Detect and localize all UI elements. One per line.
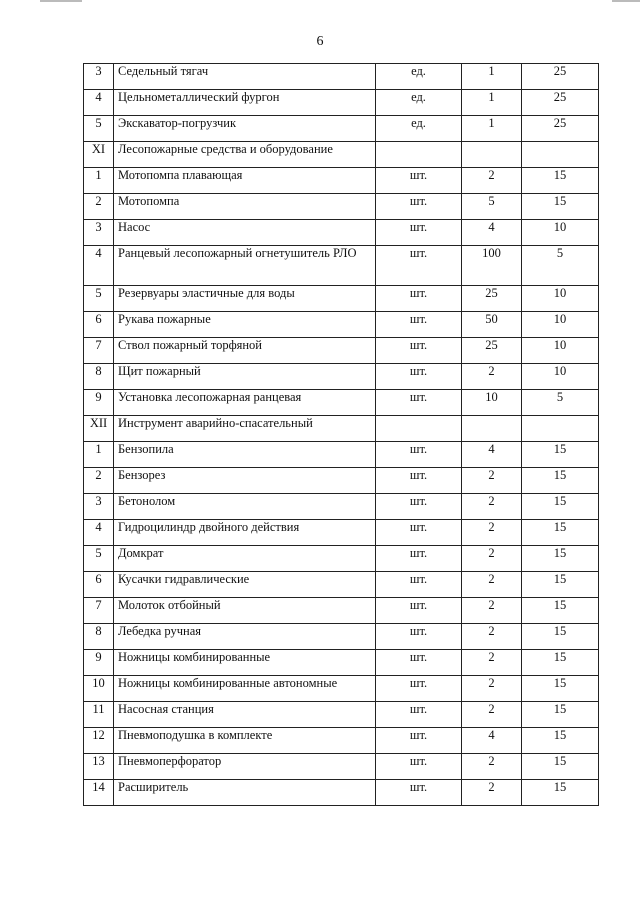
service-life-cell: 10 — [522, 364, 599, 390]
row-number-cell: 5 — [84, 546, 114, 572]
row-number-cell: 3 — [84, 64, 114, 90]
quantity-cell: 4 — [462, 728, 522, 754]
service-life-cell: 25 — [522, 116, 599, 142]
service-life-cell: 10 — [522, 286, 599, 312]
service-life-cell: 10 — [522, 220, 599, 246]
row-number-cell: 8 — [84, 364, 114, 390]
row-number-cell: 10 — [84, 676, 114, 702]
table-row — [84, 520, 599, 546]
item-name-cell: Инструмент аварийно-спасательный — [114, 416, 376, 442]
service-life-cell: 15 — [522, 676, 599, 702]
table-row — [84, 728, 599, 754]
quantity-cell: 4 — [462, 220, 522, 246]
unit-cell: шт. — [376, 546, 462, 572]
table-row — [84, 390, 599, 416]
row-number-cell: 5 — [84, 286, 114, 312]
row-number-cell: 2 — [84, 194, 114, 220]
service-life-cell: 25 — [522, 90, 599, 116]
service-life-cell — [522, 416, 599, 442]
row-number-cell: 4 — [84, 90, 114, 116]
unit-cell: шт. — [376, 572, 462, 598]
quantity-cell: 2 — [462, 494, 522, 520]
table-row — [84, 624, 599, 650]
quantity-cell: 2 — [462, 780, 522, 806]
service-life-cell: 15 — [522, 754, 599, 780]
row-number-cell: 2 — [84, 468, 114, 494]
service-life-cell: 5 — [522, 390, 599, 416]
table-row — [84, 246, 599, 286]
equipment-table — [83, 63, 599, 806]
row-number-cell: 7 — [84, 338, 114, 364]
unit-cell: ед. — [376, 116, 462, 142]
quantity-cell: 1 — [462, 90, 522, 116]
quantity-cell: 2 — [462, 546, 522, 572]
service-life-cell: 15 — [522, 520, 599, 546]
quantity-cell: 2 — [462, 676, 522, 702]
unit-cell: шт. — [376, 246, 462, 286]
item-name-cell: Ранцевый лесопожарный огнетушитель РЛО — [114, 246, 376, 286]
item-name-cell: Бетонолом — [114, 494, 376, 520]
service-life-cell: 15 — [522, 442, 599, 468]
item-name-cell: Седельный тягач — [114, 64, 376, 90]
quantity-cell: 2 — [462, 624, 522, 650]
quantity-cell — [462, 416, 522, 442]
unit-cell: шт. — [376, 468, 462, 494]
service-life-cell: 15 — [522, 650, 599, 676]
service-life-cell: 15 — [522, 728, 599, 754]
unit-cell: шт. — [376, 598, 462, 624]
table-row — [84, 468, 599, 494]
item-name-cell: Мотопомпа — [114, 194, 376, 220]
service-life-cell: 15 — [522, 702, 599, 728]
unit-cell — [376, 416, 462, 442]
table-row — [84, 220, 599, 246]
item-name-cell: Экскаватор-погрузчик — [114, 116, 376, 142]
item-name-cell: Рукава пожарные — [114, 312, 376, 338]
table-row — [84, 572, 599, 598]
page-number: 6 — [316, 34, 324, 49]
unit-cell: шт. — [376, 220, 462, 246]
row-number-cell: 6 — [84, 312, 114, 338]
table-row — [84, 116, 599, 142]
quantity-cell: 2 — [462, 364, 522, 390]
item-name-cell: Насосная станция — [114, 702, 376, 728]
unit-cell: шт. — [376, 194, 462, 220]
service-life-cell: 5 — [522, 246, 599, 286]
scan-edge-mark-left — [40, 0, 82, 2]
item-name-cell: Ножницы комбинированные автономные — [114, 676, 376, 702]
row-number-cell: 3 — [84, 494, 114, 520]
item-name-cell: Бензорез — [114, 468, 376, 494]
unit-cell: шт. — [376, 754, 462, 780]
service-life-cell: 15 — [522, 468, 599, 494]
quantity-cell: 2 — [462, 598, 522, 624]
table-row — [84, 780, 599, 806]
unit-cell: шт. — [376, 650, 462, 676]
row-number-cell: 11 — [84, 702, 114, 728]
quantity-cell: 2 — [462, 468, 522, 494]
service-life-cell: 15 — [522, 168, 599, 194]
table-row — [84, 286, 599, 312]
service-life-cell — [522, 142, 599, 168]
table-row — [84, 168, 599, 194]
table-row — [84, 546, 599, 572]
quantity-cell: 2 — [462, 520, 522, 546]
unit-cell: шт. — [376, 442, 462, 468]
unit-cell: шт. — [376, 702, 462, 728]
unit-cell: шт. — [376, 286, 462, 312]
table-row — [84, 194, 599, 220]
item-name-cell: Молоток отбойный — [114, 598, 376, 624]
row-number-cell: 6 — [84, 572, 114, 598]
item-name-cell: Лесопожарные средства и оборудование — [114, 142, 376, 168]
unit-cell: шт. — [376, 338, 462, 364]
item-name-cell: Домкрат — [114, 546, 376, 572]
quantity-cell: 2 — [462, 168, 522, 194]
row-number-cell: 5 — [84, 116, 114, 142]
quantity-cell: 2 — [462, 650, 522, 676]
quantity-cell: 2 — [462, 702, 522, 728]
quantity-cell: 25 — [462, 338, 522, 364]
row-number-cell: 7 — [84, 598, 114, 624]
item-name-cell: Пневмоподушка в комплекте — [114, 728, 376, 754]
service-life-cell: 15 — [522, 780, 599, 806]
row-number-cell: 3 — [84, 220, 114, 246]
service-life-cell: 25 — [522, 64, 599, 90]
table-row — [84, 64, 599, 90]
quantity-cell: 4 — [462, 442, 522, 468]
unit-cell — [376, 142, 462, 168]
row-number-cell: 13 — [84, 754, 114, 780]
quantity-cell: 1 — [462, 116, 522, 142]
quantity-cell: 50 — [462, 312, 522, 338]
row-number-cell: XII — [84, 416, 114, 442]
table-row — [84, 312, 599, 338]
unit-cell: ед. — [376, 90, 462, 116]
table-row — [84, 702, 599, 728]
table-row — [84, 650, 599, 676]
quantity-cell: 1 — [462, 64, 522, 90]
unit-cell: шт. — [376, 520, 462, 546]
unit-cell: шт. — [376, 676, 462, 702]
quantity-cell: 2 — [462, 754, 522, 780]
table-row — [84, 676, 599, 702]
section-row — [84, 416, 599, 442]
unit-cell: шт. — [376, 390, 462, 416]
unit-cell: ед. — [376, 64, 462, 90]
service-life-cell: 15 — [522, 194, 599, 220]
table-row — [84, 90, 599, 116]
table-row — [84, 598, 599, 624]
service-life-cell: 15 — [522, 494, 599, 520]
table-row — [84, 754, 599, 780]
item-name-cell: Бензопила — [114, 442, 376, 468]
scan-edge-mark-right — [612, 0, 640, 2]
row-number-cell: 4 — [84, 520, 114, 546]
item-name-cell: Лебедка ручная — [114, 624, 376, 650]
item-name-cell: Кусачки гидравлические — [114, 572, 376, 598]
equipment-table-body — [84, 64, 599, 806]
row-number-cell: 9 — [84, 650, 114, 676]
row-number-cell: 1 — [84, 168, 114, 194]
row-number-cell: 12 — [84, 728, 114, 754]
item-name-cell: Насос — [114, 220, 376, 246]
unit-cell: шт. — [376, 624, 462, 650]
row-number-cell: XI — [84, 142, 114, 168]
row-number-cell: 1 — [84, 442, 114, 468]
item-name-cell: Мотопомпа плавающая — [114, 168, 376, 194]
unit-cell: шт. — [376, 780, 462, 806]
row-number-cell: 4 — [84, 246, 114, 286]
row-number-cell: 9 — [84, 390, 114, 416]
quantity-cell: 10 — [462, 390, 522, 416]
item-name-cell: Ствол пожарный торфяной — [114, 338, 376, 364]
service-life-cell: 15 — [522, 624, 599, 650]
item-name-cell: Гидроцилиндр двойного действия — [114, 520, 376, 546]
item-name-cell: Расширитель — [114, 780, 376, 806]
table-row — [84, 494, 599, 520]
row-number-cell: 14 — [84, 780, 114, 806]
unit-cell: шт. — [376, 728, 462, 754]
section-row — [84, 142, 599, 168]
quantity-cell: 25 — [462, 286, 522, 312]
item-name-cell: Цельнометаллический фургон — [114, 90, 376, 116]
unit-cell: шт. — [376, 168, 462, 194]
service-life-cell: 15 — [522, 546, 599, 572]
unit-cell: шт. — [376, 364, 462, 390]
row-number-cell: 8 — [84, 624, 114, 650]
quantity-cell: 5 — [462, 194, 522, 220]
quantity-cell: 100 — [462, 246, 522, 286]
item-name-cell: Пневмоперфоратор — [114, 754, 376, 780]
item-name-cell: Ножницы комбинированные — [114, 650, 376, 676]
unit-cell: шт. — [376, 312, 462, 338]
service-life-cell: 10 — [522, 338, 599, 364]
item-name-cell: Резервуары эластичные для воды — [114, 286, 376, 312]
service-life-cell: 10 — [522, 312, 599, 338]
item-name-cell: Установка лесопожарная ранцевая — [114, 390, 376, 416]
table-row — [84, 442, 599, 468]
quantity-cell — [462, 142, 522, 168]
table-row — [84, 364, 599, 390]
service-life-cell: 15 — [522, 572, 599, 598]
table-row — [84, 338, 599, 364]
service-life-cell: 15 — [522, 598, 599, 624]
item-name-cell: Щит пожарный — [114, 364, 376, 390]
quantity-cell: 2 — [462, 572, 522, 598]
unit-cell: шт. — [376, 494, 462, 520]
